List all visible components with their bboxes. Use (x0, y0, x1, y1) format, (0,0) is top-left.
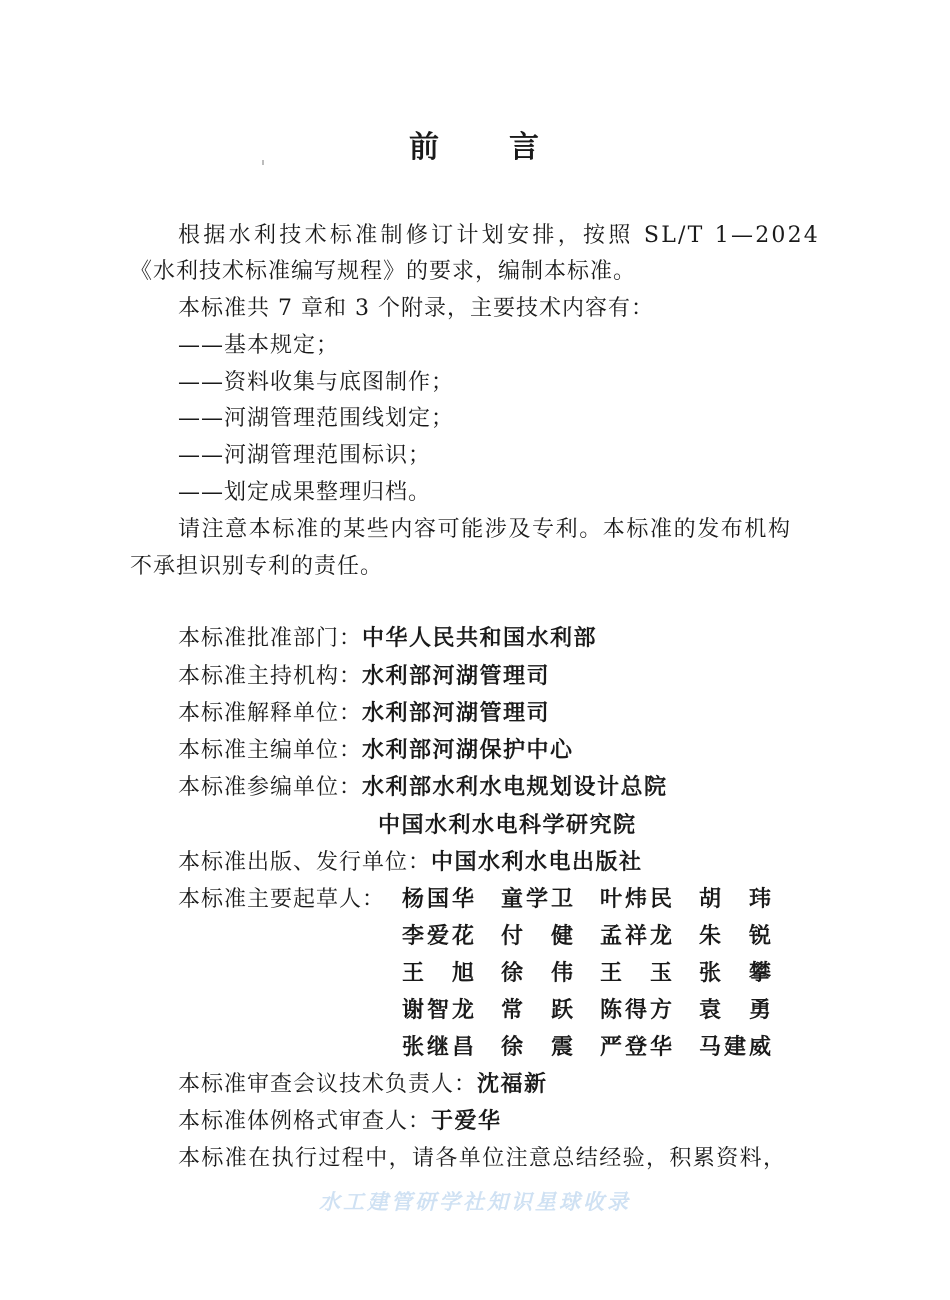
drafter-name: 叶炜民 (600, 887, 672, 912)
drafters-label (178, 886, 385, 914)
drafter-name: 李爱花 (402, 924, 474, 949)
chief-editor-value: 水利部河湖保护中心 (362, 738, 574, 763)
drafter-name: 马建威 (699, 1035, 771, 1060)
host-label: 本标准主持机构： (178, 664, 363, 689)
chief-editor-label: 本标准主编单位： (178, 738, 363, 763)
paragraph-1-line-1: 根据水利技术标准制修订计划安排，按照 SL/T 1—2024 (178, 223, 820, 248)
page-title (0, 122, 950, 166)
list-item: ——划定成果整理归档。 (178, 480, 432, 505)
co-editor-value-2: 中国水利水电科学研究院 (378, 813, 637, 838)
drafter-name: 张继昌 (402, 1035, 474, 1060)
drafter-name: 付 健 (501, 924, 573, 949)
drafter-name: 王 旭 (402, 961, 474, 986)
paragraph-3-line-2: 不承担识别专利的责任。 (130, 554, 384, 579)
drafter-name: 朱 锐 (699, 924, 771, 949)
drafter-name: 徐 伟 (501, 961, 573, 986)
drafter-name: 童学卫 (501, 887, 573, 912)
co-editor-label: 本标准参编单位： (178, 775, 363, 800)
drafter-name: 谢智龙 (402, 998, 474, 1023)
publisher-value: 中国水利水电出版社 (431, 850, 643, 875)
co-editor-row (178, 774, 668, 802)
title-char-1: 前 (409, 130, 441, 165)
format-review-value: 于爱华 (431, 1109, 502, 1134)
paragraph-2: 本标准共 7 章和 3 个附录，主要技术内容有： (178, 296, 654, 321)
drafter-name: 袁 勇 (699, 998, 771, 1023)
drafter-name: 徐 震 (501, 1035, 573, 1060)
paragraph-1-line-2: 《水利技术标准编写规程》的要求，编制本标准。 (130, 259, 637, 284)
interpret-value: 水利部河湖管理司 (362, 701, 551, 726)
list-item: ——河湖管理范围标识； (178, 443, 432, 468)
drafters-label-text: 本标准主要起草人： (178, 887, 386, 912)
watermark: 水工建管研学社知识星球收录 (319, 1189, 631, 1214)
drafter-name: 陈得方 (600, 998, 672, 1023)
publisher-row (178, 849, 643, 877)
co-editor-row-2 (378, 812, 637, 840)
format-review-label: 本标准体例格式审查人： (178, 1109, 432, 1134)
title-char-2: 言 (509, 130, 541, 165)
format-review-row (178, 1108, 502, 1136)
interpret-row (178, 700, 550, 728)
review-lead-value: 沈福新 (477, 1072, 548, 1097)
approval-label: 本标准批准部门： (178, 626, 363, 651)
drafter-name: 严登华 (600, 1035, 672, 1060)
list-item: ——资料收集与底图制作； (178, 370, 455, 395)
drafter-name: 张 攀 (699, 961, 771, 986)
scan-speck (262, 160, 264, 165)
drafter-name: 王 玉 (600, 961, 672, 986)
drafter-name: 孟祥龙 (600, 924, 672, 949)
host-value: 水利部河湖管理司 (362, 664, 551, 689)
co-editor-value-1: 水利部水利水电规划设计总院 (362, 775, 668, 800)
closing-line: 本标准在执行过程中，请各单位注意总结经验，积累资料， (178, 1146, 787, 1171)
approval-value: 中华人民共和国水利部 (362, 626, 598, 651)
approval-row (178, 625, 597, 653)
chief-editor-row (178, 737, 574, 765)
publisher-label: 本标准出版、发行单位： (178, 850, 432, 875)
list-item: ——河湖管理范围线划定； (178, 406, 455, 431)
paragraph-3-line-1: 请注意本标准的某些内容可能涉及专利。本标准的发布机构 (178, 517, 792, 542)
list-item: ——基本规定； (178, 333, 340, 358)
drafter-name: 常 跃 (501, 998, 573, 1023)
drafter-name: 杨国华 (402, 887, 474, 912)
host-row (178, 663, 550, 691)
review-lead-row (178, 1071, 548, 1099)
review-lead-label: 本标准审查会议技术负责人： (178, 1072, 478, 1097)
drafter-name: 胡 玮 (699, 887, 771, 912)
interpret-label: 本标准解释单位： (178, 701, 363, 726)
